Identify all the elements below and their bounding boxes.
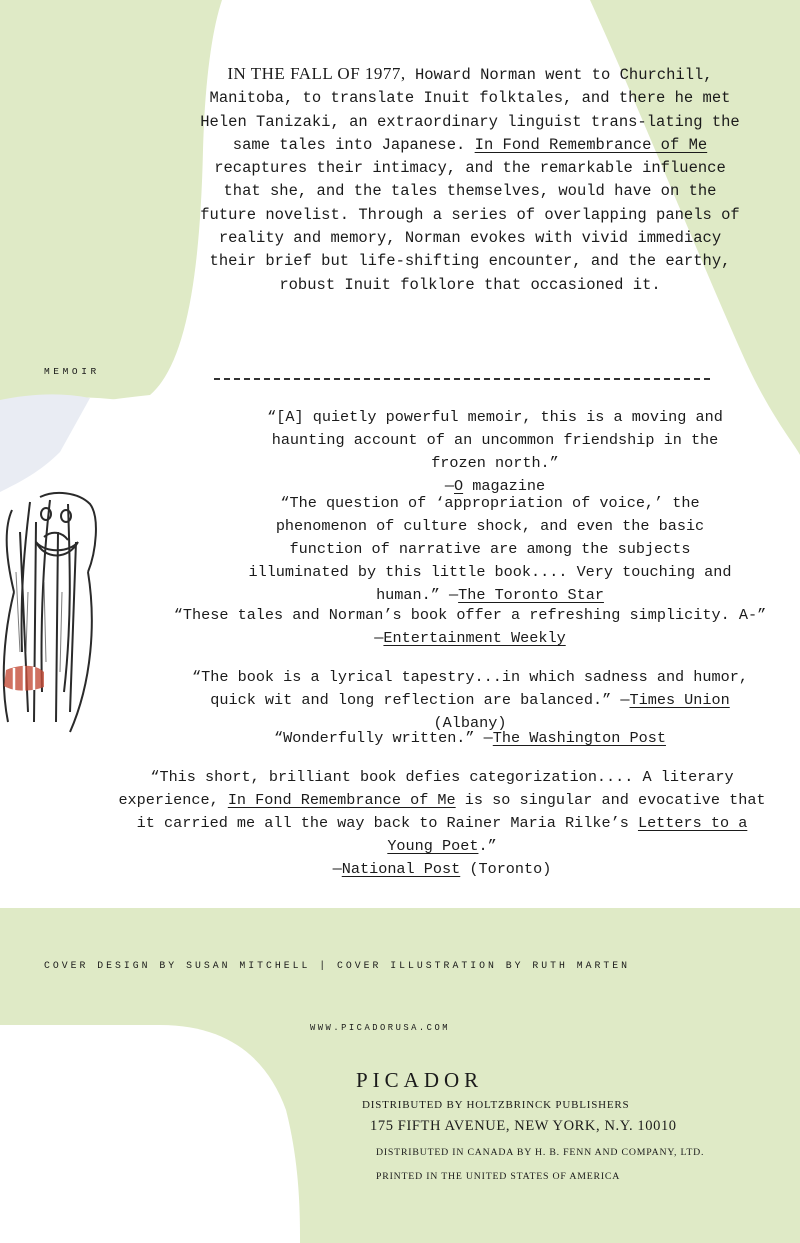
quote-6: “This short, brilliant book defies categorization.... A literary experience, In Fond Remembrance of Me is so singular and evocative that it carried me all the way back to Rainer Maria Rilke’s Letters to a Young Poet.” —National Post (Toronto) [118,768,766,878]
quote-source: The Washington Post [492,729,666,747]
quote-2: “The question of ‘appropriation of voice,’ the phenomenon of culture shock, and even the basic function of narrative are among the subjects illuminated by this little book.... Very touching and human.” —The Toronto Star [248,494,732,604]
quote-1: “[A] quietly powerful memoir, this is a moving and haunting account of an uncommon friendship in the frozen north.” —O magazine [267,408,723,495]
quote-source: Entertainment Weekly [383,629,566,647]
white-lower-shape [0,1025,300,1243]
quote-source: The Toronto Star [458,586,604,604]
cover-credits: COVER DESIGN BY SUSAN MITCHELL | COVER ILLUSTRATION BY RUTH MARTEN [44,960,631,971]
genre-label: MEMOIR [44,366,100,377]
quote-text: “These tales and Norman’s book offer a refreshing simplicity. A-” [173,606,767,624]
quote-text: “Wonderfully written.” [274,729,475,747]
quote-text: “[A] quietly powerful memoir, this is a moving and haunting account of an uncommon friendship in the frozen north.” [267,408,723,472]
quote-text: “The book is a lyrical tapestry...in which sadness and humor, quick wit and long reflection are balanced.” [192,668,748,709]
printed-in: PRINTED IN THE UNITED STATES OF AMERICA [376,1171,621,1182]
quote-book-title: In Fond Remembrance of Me [227,791,456,809]
quote-text: “This short, brilliant book defies categorization.... A literary experience, [118,768,734,809]
quote-source: Times Union [629,691,730,709]
distributor-line: DISTRIBUTED BY HOLTZBRINCK PUBLISHERS [362,1099,630,1111]
quote-5: “Wonderfully written.” —The Washington Post [274,729,666,747]
blurb-text-2: recaptures their intimacy, and the remarkable influence that she, and the tales themselves, would have on the future novelist. Through a series of overlapping panels of reality and memory, Norman evokes with vivid immediacy their brief but life-shifting encounter, and the earthy, robust Inuit folklore that occasioned it. [200,159,740,294]
dashed-divider [214,378,710,380]
publisher-website[interactable]: WWW.PICADORUSA.COM [310,1023,451,1033]
quote-source: O [453,477,464,495]
blurb-lead: IN THE FALL OF 1977, [227,64,406,83]
quote-source: National Post [341,860,461,878]
blurb-book-title: In Fond Remembrance of Me [474,135,708,154]
canada-distributor: DISTRIBUTED IN CANADA BY H. B. FENN AND COMPANY, LTD. [376,1147,705,1158]
publisher-address: 175 FIFTH AVENUE, NEW YORK, N.Y. 10010 [370,1118,677,1134]
blurb-text-1: Howard Norman went to Churchill, Manitoba, to translate Inuit folktales, and there he met Helen Tanizaki, an extraordinary linguist trans-lating the same tales into Japanese. [200,66,740,154]
description-blurb [200,62,740,297]
publisher-name: PICADOR [356,1068,484,1092]
quote-book-title-2: Letters to a Young Poet [387,814,748,855]
inuit-figure-illustration [0,392,150,822]
quote-4: “The book is a lyrical tapestry...in which sadness and humor, quick wit and long reflection are balanced.” —Times Union (Albany) [192,668,748,732]
quote-3: “These tales and Norman’s book offer a refreshing simplicity. A-” —Entertainment Weekly [173,606,767,647]
quote-text: “The question of ‘appropriation of voice,’ the phenomenon of culture shock, and even the basic function of narrative are among the subjects illuminated by this little book.... Very touching and human.” [248,494,732,604]
